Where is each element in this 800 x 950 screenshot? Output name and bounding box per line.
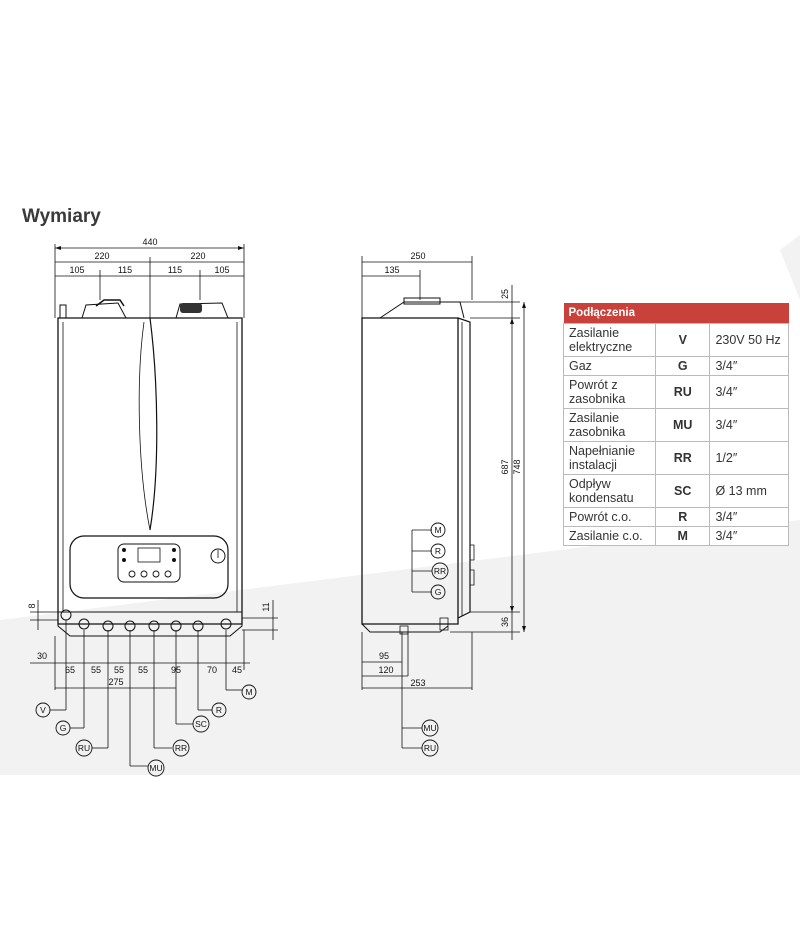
dim-bottom-1: 30 xyxy=(36,651,48,661)
dim-side-left: 8 xyxy=(27,603,37,609)
row-name: Powrót c.o. xyxy=(564,508,656,527)
dim-bottom-4: 55 xyxy=(113,665,125,675)
row-name: Powrót z zasobnika xyxy=(564,376,656,409)
table-row xyxy=(564,527,789,546)
table-row xyxy=(564,376,789,409)
side-callout-RU: RU xyxy=(423,743,437,753)
dim-side-bottom-2: 120 xyxy=(378,665,394,675)
dim-depth-seg: 135 xyxy=(384,265,400,275)
row-name: Zasilanie zasobnika xyxy=(564,409,656,442)
row-value: Ø 13 mm xyxy=(710,475,789,508)
dim-top-offset: 25 xyxy=(500,288,510,300)
row-value: 230V 50 Hz xyxy=(710,324,789,357)
dim-bottom-2: 65 xyxy=(64,665,76,675)
side-view xyxy=(362,251,526,756)
row-code: SC xyxy=(656,475,710,508)
page-title: Wymiary xyxy=(22,206,101,227)
dim-half-width-left: 220 xyxy=(94,251,110,261)
row-value: 3/4″ xyxy=(710,376,789,409)
side-callout-R: R xyxy=(434,546,442,556)
table-row xyxy=(564,409,789,442)
row-value: 3/4″ xyxy=(710,357,789,376)
callout-MU: MU xyxy=(149,763,163,773)
table-header: Podłączenia xyxy=(564,303,789,324)
side-callout-M: M xyxy=(434,525,442,535)
callout-V: V xyxy=(40,705,46,715)
front-view xyxy=(27,237,278,776)
dim-bottom-3: 55 xyxy=(90,665,102,675)
table-row xyxy=(564,475,789,508)
callout-G: G xyxy=(59,723,67,733)
side-callout-MU: MU xyxy=(423,723,437,733)
table-row xyxy=(564,324,789,357)
row-name: Gaz xyxy=(564,357,656,376)
dim-depth: 250 xyxy=(410,251,426,261)
row-code: R xyxy=(656,508,710,527)
row-name: Odpływ kondensatu xyxy=(564,475,656,508)
side-callout-RR: RR xyxy=(433,566,447,576)
dim-overall-height: 748 xyxy=(512,459,522,475)
callout-R: R xyxy=(215,705,223,715)
row-name: Zasilanie c.o. xyxy=(564,527,656,546)
dim-side-bottom-1: 95 xyxy=(378,651,390,661)
dim-bottom-total: 275 xyxy=(108,677,124,687)
dim-top-seg-2: 115 xyxy=(117,265,133,275)
table-row xyxy=(564,508,789,527)
row-value: 3/4″ xyxy=(710,409,789,442)
dim-side-right: 11 xyxy=(261,602,271,612)
callout-RU: RU xyxy=(77,743,91,753)
row-value: 3/4″ xyxy=(710,508,789,527)
table-row xyxy=(564,442,789,475)
row-value: 1/2″ xyxy=(710,442,789,475)
row-code: V xyxy=(656,324,710,357)
dim-bottom-offset: 36 xyxy=(500,616,510,628)
row-name: Napełnianie instalacji xyxy=(564,442,656,475)
row-name: Zasilanie elektryczne xyxy=(564,324,656,357)
dim-bottom-6: 95 xyxy=(170,665,182,675)
dim-bottom-8: 45 xyxy=(231,665,243,675)
row-code: RR xyxy=(656,442,710,475)
row-code: RU xyxy=(656,376,710,409)
dim-top-seg-4: 105 xyxy=(214,265,230,275)
callout-SC: SC xyxy=(195,719,207,729)
dim-bottom-7: 70 xyxy=(206,665,218,675)
dim-bottom-5: 55 xyxy=(137,665,149,675)
row-value: 3/4″ xyxy=(710,527,789,546)
table-row xyxy=(564,357,789,376)
dim-side-bottom-3: 253 xyxy=(410,678,426,688)
side-callout-G: G xyxy=(434,587,442,597)
row-code: MU xyxy=(656,409,710,442)
dim-top-seg-3: 115 xyxy=(167,265,183,275)
dim-overall-width: 440 xyxy=(142,237,158,247)
connections-table xyxy=(563,303,789,546)
dim-half-width-right: 220 xyxy=(190,251,206,261)
row-code: M xyxy=(656,527,710,546)
callout-RR: RR xyxy=(174,743,188,753)
callout-M: M xyxy=(245,687,253,697)
row-code: G xyxy=(656,357,710,376)
dim-top-seg-1: 105 xyxy=(69,265,85,275)
dim-body-height: 687 xyxy=(500,459,510,475)
